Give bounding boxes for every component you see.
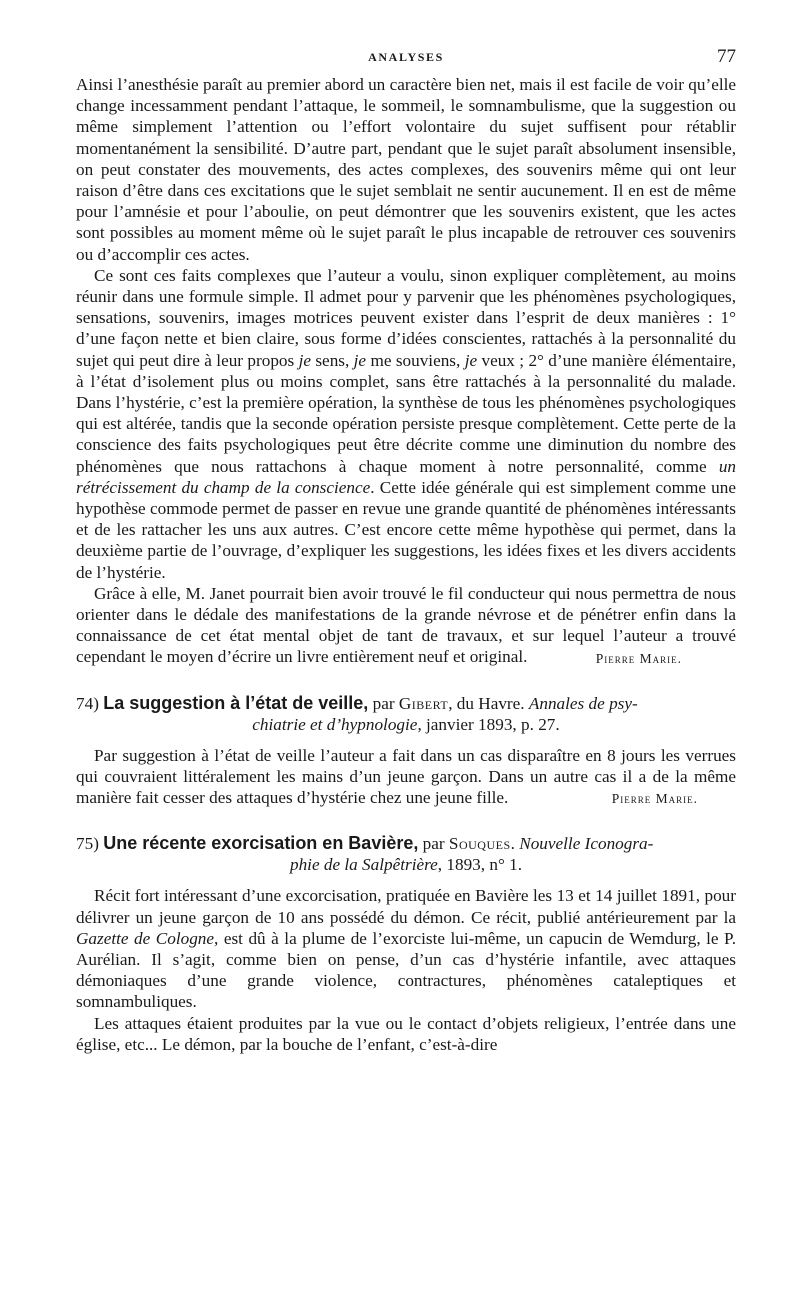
text-run: sens, [310, 350, 354, 370]
review-74-paragraph: Par suggestion à l’état de veille l’auteur a fait dans un cas disparaître en 8 jours les verrues qui couvraient littéralement les mains d’un jeune garçon. Dans un autre cas il a de la même manière fait cesser des attaques d’hystérie chez une jeune fille. [76, 745, 736, 808]
text-run: me souviens, [366, 350, 465, 370]
review-74-place: , du Havre. [448, 693, 525, 713]
running-title: ANALYSES [368, 50, 444, 64]
review-74-signature: Pierre Marie. [611, 791, 698, 807]
review-73-paragraph-1 [76, 74, 736, 265]
text-run: , est dû à la plume de l’exorciste lui-même, un capucin de Wemdurg, le P. Aurélian. Il s’agit, comme bien on pense, d’un cas d’hystérie infantile, avec attaques démoniaques d’une grande violence, contractures, phénomènes cataleptiques et somnambuliques. [76, 928, 737, 1012]
review-74-journal-a: Annales de psy- [528, 693, 638, 713]
text-run: Ce sont ces faits complexes que l’auteur a voulu, sinon expliquer complètement, au moins réunir dans une formule simple. Il admet pour y parvenir que les phénomènes psychologiques, sensations, souvenirs, images motrices peuvent exister dans l’esprit de deux manières : 1° d’une façon nette et bien claire, sous forme d’idées conscientes, rattachés à la personnalité du sujet qui peut dire à leur propos [76, 265, 736, 370]
review-73-signature: Pierre Marie. [595, 650, 682, 666]
review-74-journal-b: chiatrie et d’hypnologie [252, 714, 418, 734]
review-75-author: Souques [448, 834, 511, 854]
text-run: . Cette idée générale qui est simplement comme une hypothèse commode permet de passer en revue une grande quantité de phénomènes intéressants et de les rattacher les uns aux autres. C’est encore cette même hypothèse qui permet, dans la deuxième partie de l’ouvrage, d’expliquer les suggestions, les idées fixes et les divers accidents de l’hystérie. [76, 477, 736, 582]
italic-run: je [464, 350, 478, 370]
review-75-paragraph-2 [76, 1013, 736, 1055]
review-73-paragraph-2 [76, 265, 736, 583]
review-74-number: 74) [76, 693, 99, 713]
page-number: 77 [717, 46, 736, 67]
review-75-journal-b: phie de la Salpêtrière [289, 855, 438, 875]
running-head [76, 44, 736, 74]
text-run: Récit fort intéressant d’une excorcisation, pratiquée en Bavière les 13 et 14 juillet 1891, pour délivrer un jeune garçon de 10 ans possédé du démon. Ce récit, publié antérieurement par la [76, 886, 736, 927]
italic-run: Gazette de Cologne [76, 928, 215, 948]
italic-run: un rétrécissement du champ de la conscience [76, 456, 736, 497]
review-75-date: , 1893, n° 1. [437, 855, 523, 875]
review-74-author: Gibert [398, 693, 449, 713]
review-74-heading [76, 693, 736, 735]
text-run: Ainsi l’anesthésie paraît au premier abord un caractère bien net, mais il est facile de voir qu’elle change incessamment pendant l’attaque, le sommeil, le somnambulisme, que la suggestion ou même simplement l’attention ou l’effort volontaire du sujet suffisent pour rétablir momentanément la sensibilité. D’autre part, pendant que le sujet paraît absolument insensible, on peut constater des mouvements, des actes complexes, des souvenirs même qui ont leur raison d’être dans ces excitations que le sujet semblait ne sentir aucunement. Il en est de même pour l’amnésie et pour l’aboulie, on peut démontrer que les souvenirs existent, que les actes sont possibles au moment même où le sujet paraît le plus incapable de retrouver ces souvenirs ou d’accomplir ces actes. [76, 75, 737, 264]
review-75-heading: 75) Une récente exorcisation en Bavière, par Souques. Nouvelle Iconogra- phie de la Salpêtrière, 1893, n° 1. [76, 833, 654, 875]
text-run: veux ; 2° d’une manière élémentaire, à l’état d’isolement plus ou moins complet, sans être rattachés à la personnalité du malade. Dans l’hystérie, c’est la première opération, la synthèse de tous les phénomènes psychologiques qui est altérée, tandis que la seconde opération persiste presque complètement. Cette perte de la conscience des faits psychologiques peut être décrite comme une diminution du nombre des phénomènes que nous rattachons à chaque moment à notre personnalité, comme [76, 350, 736, 476]
review-75-journal-a: Nouvelle Iconogra- [519, 834, 654, 854]
review-75-title: Une récente exorcisation en Bavière, [103, 833, 419, 854]
review-74-title: La suggestion à l’état de veille, [103, 692, 369, 713]
review-75-by: par [422, 834, 445, 854]
italic-run: je [298, 350, 311, 370]
text-run: Grâce à elle, M. Janet pourrait bien avoir trouvé le fil conducteur qui nous permettra de nous orienter dans le dédale des manifestations de la grande névrose et de pénétrer enfin dans la connaissance de cet état mental objet de tant de travaux, et sur lequel l’auteur a trouvé cependant le moyen d’écrire un livre entièrement neuf et original. [76, 583, 736, 667]
review-74-by: par [372, 693, 395, 713]
review-74-date: , janvier 1893, p. 27. [417, 714, 560, 734]
text-run: Les attaques étaient produites par la vue ou le contact d’objets religieux, l’entrée dans une église, etc... Le démon, par la bouche de l’enfant, c’est-à-dire [76, 1013, 736, 1054]
page [76, 44, 736, 1055]
italic-run: je [353, 350, 367, 370]
review-75-paragraph-1 [76, 885, 736, 1012]
review-75-number: 75) [76, 834, 99, 854]
